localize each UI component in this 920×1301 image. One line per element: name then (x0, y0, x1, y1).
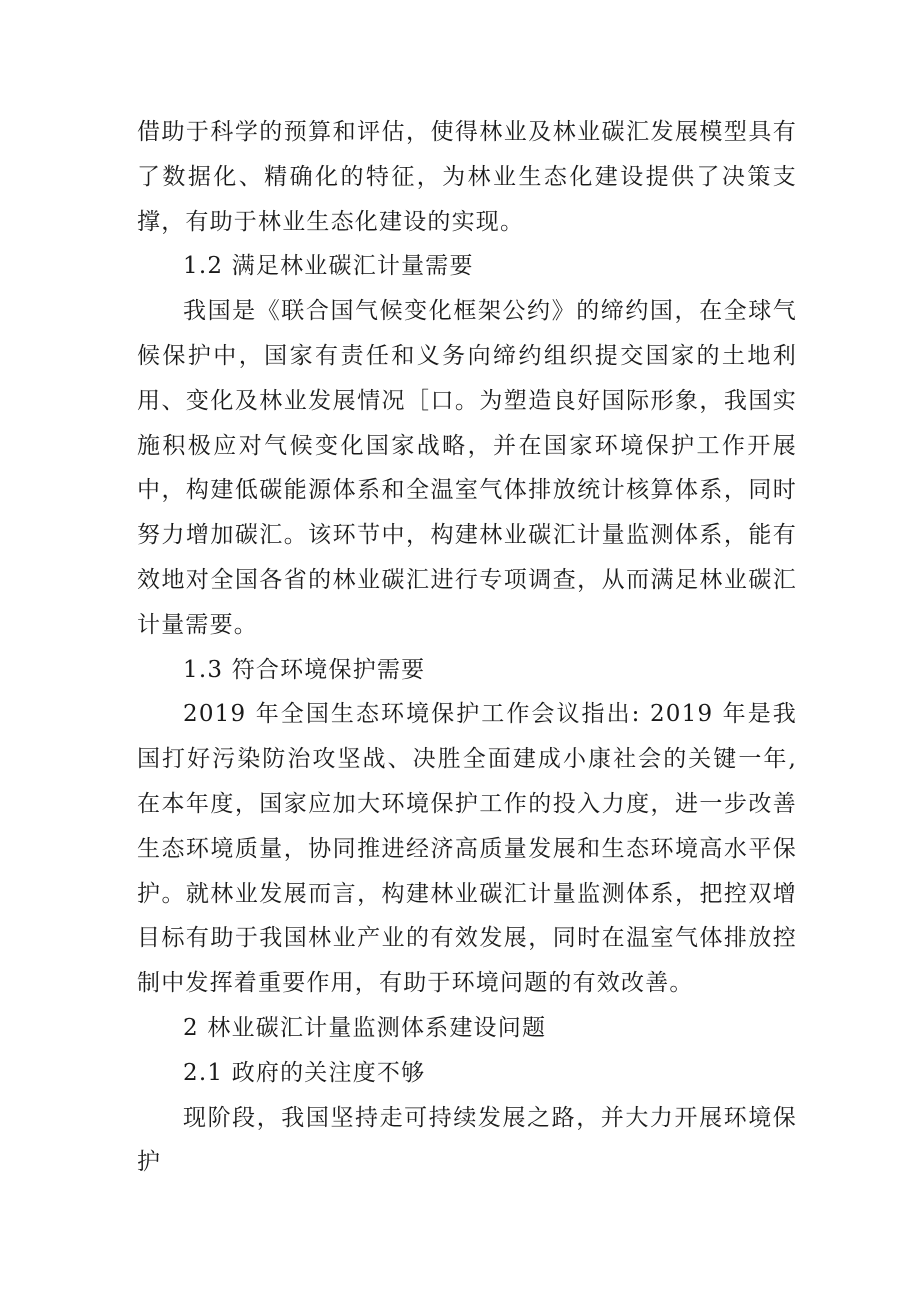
paragraph-government-attention: 现阶段，我国坚持走可持续发展之路，并大力开展环境保护 (137, 1104, 797, 1176)
document-body (137, 110, 797, 1185)
section-heading-2: 2 林业碳汇计量监测体系建设问题 (183, 1014, 547, 1041)
section-heading-1-3: 1.3 符合环境保护需要 (183, 656, 426, 683)
section-heading-1-2: 1.2 满足林业碳汇计量需要 (183, 253, 474, 280)
paragraph-continued: 借助于科学的预算和评估，使得林业及林业碳汇发展模型具有了数据化、精确化的特征，为林业生态化建设提供了决策支撑，有助于林业生态化建设的实现。 (137, 119, 797, 235)
paragraph-environmental-protection: 2019 年全国生态环境保护工作会议指出: 2019 年是我国打好污染防治攻坚战、决胜全面建成小康社会的关键一年,在本年度，国家应加大环境保护工作的投入力度，进一步改善生态环境质量，协同推进经济高质量发展和生态环境高水平保护。就林业发展而言，构建林业碳汇计量监测体系，把控双增目标有助于我国林业产业的有效发展，同时在温室气体排放控制中发挥着重要作用，有助于环境问题的有效改善。 (137, 701, 797, 997)
section-heading-2-1: 2.1 政府的关注度不够 (183, 1059, 426, 1086)
paragraph-carbon-measurement: 我国是《联合国气候变化框架公约》的缔约国，在全球气候保护中，国家有责任和义务向缔约组织提交国家的土地利用、变化及林业发展情况［口。为塑造良好国际形象，我国实施积极应对气候变化国家战略，并在国家环境保护工作开展中，构建低碳能源体系和全温室气体排放统计核算体系，同时努力增加碳汇。该环节中，构建林业碳汇计量监测体系，能有效地对全国各省的林业碳汇进行专项调查，从而满足林业碳汇计量需要。 (137, 298, 797, 638)
